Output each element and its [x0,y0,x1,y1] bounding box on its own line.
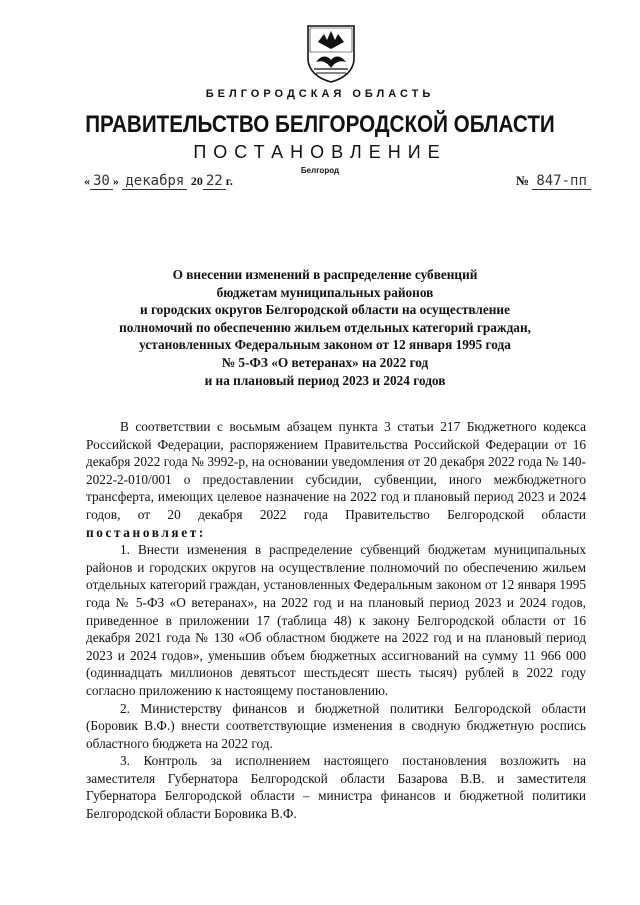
document-type: ПОСТАНОВЛЕНИЕ [193,142,447,162]
title-line: полномочий по обеспечению жильем отдельных категорий граждан, [119,319,531,335]
title-line: № 5-ФЗ «О ветеранах» на 2022 год [221,354,429,370]
preamble-text: В соответствии с восьмым абзацем пункта 3 статьи 217 Бюджетного кодекса Российской Федерации, распоряжением Правительства Российской Федерации от 16 декабря 2022 года № 3992-р, на основании уведомления от 20 декабря 2022 года № 140-2022-2-010/001 о предоставлении субсидии, субвенции, иного межбюджетного трансферта, имеющих целевое назначение на 2022 год и плановый период 2023 и 2024 годов, от 20 декабря 2022 года Правительство Белгородской области [86,419,586,522]
date-month: декабря [122,173,187,190]
date-open-quote: « [84,174,90,188]
item-paragraph-1: 1. Внести изменения в распределение субвенций бюджетам муниципальных районов и городских округов на осуществление полномочий по обеспечению жильем отдельных категорий граждан, установленных Федеральным законом от 12 января 1995 года № 5-ФЗ «О ветеранах», на 2022 год и на плановый период 2023 и 2024 годов, приведенное в приложении 17 (таблица 48) к закону Белгородской области от 16 декабря 2021 года № 130 «Об областном бюджете на 2022 год и на плановый период 2023 и 2024 годов», уменьшив объем бюджетных ассигнований на сумму 11 966 000 (одиннадцать миллионов девятьсот шестьдесят шесть тысяч) рублей в 2022 году согласно приложению к настоящему постановлению. [86,542,586,698]
title-line: установленных Федеральным законом от 12 января 1995 года [139,337,511,353]
region-name: БЕЛГОРОДСКАЯ ОБЛАСТЬ [205,88,435,100]
date-close-quote: » [112,174,119,188]
resolves-word: постановляет [86,524,199,540]
city-name: Белгород [300,166,340,175]
date-day: 30 [90,173,113,190]
coat-of-arms-emblem [300,22,362,84]
document-number [516,173,591,189]
title-line: и на плановый период 2023 и 2024 годов [204,372,446,388]
number-value: 847-пп [532,173,591,190]
title-line: О внесении изменений в распределение субвенций [172,267,478,282]
title-line: бюджетам муниципальных районов [216,284,434,300]
title-line: и городских округов Белгородской области на осуществление [139,302,510,318]
number-label: № [516,173,530,188]
document-body [86,418,586,823]
date-year-suffix: 22 [203,173,226,190]
item-paragraph-3: 3. Контроль за исполнением настоящего постановления возложить на заместителя Губернатора Белгородской области Базарова В.В. и заместителя Губернатора Белгородской области – министра финансов и бюджетной политики Белгородской области Боровика В.Ф. [86,753,586,822]
resolves-colon: : [198,524,206,540]
document-date [84,173,233,190]
preamble-paragraph [86,418,586,541]
item-paragraph-2: 2. Министерству финансов и бюджетной политики Белгородской области (Боровик В.Ф.) внести соответствующие изменения в сводную бюджетную роспись областного бюджета на 2022 год. [86,700,586,751]
government-name: ПРАВИТЕЛЬСТВО БЕЛГОРОДСКОЙ ОБЛАСТИ [85,111,555,138]
date-year-prefix: 20 [190,174,203,188]
date-year-label: г. [225,174,233,188]
document-title [80,266,570,389]
